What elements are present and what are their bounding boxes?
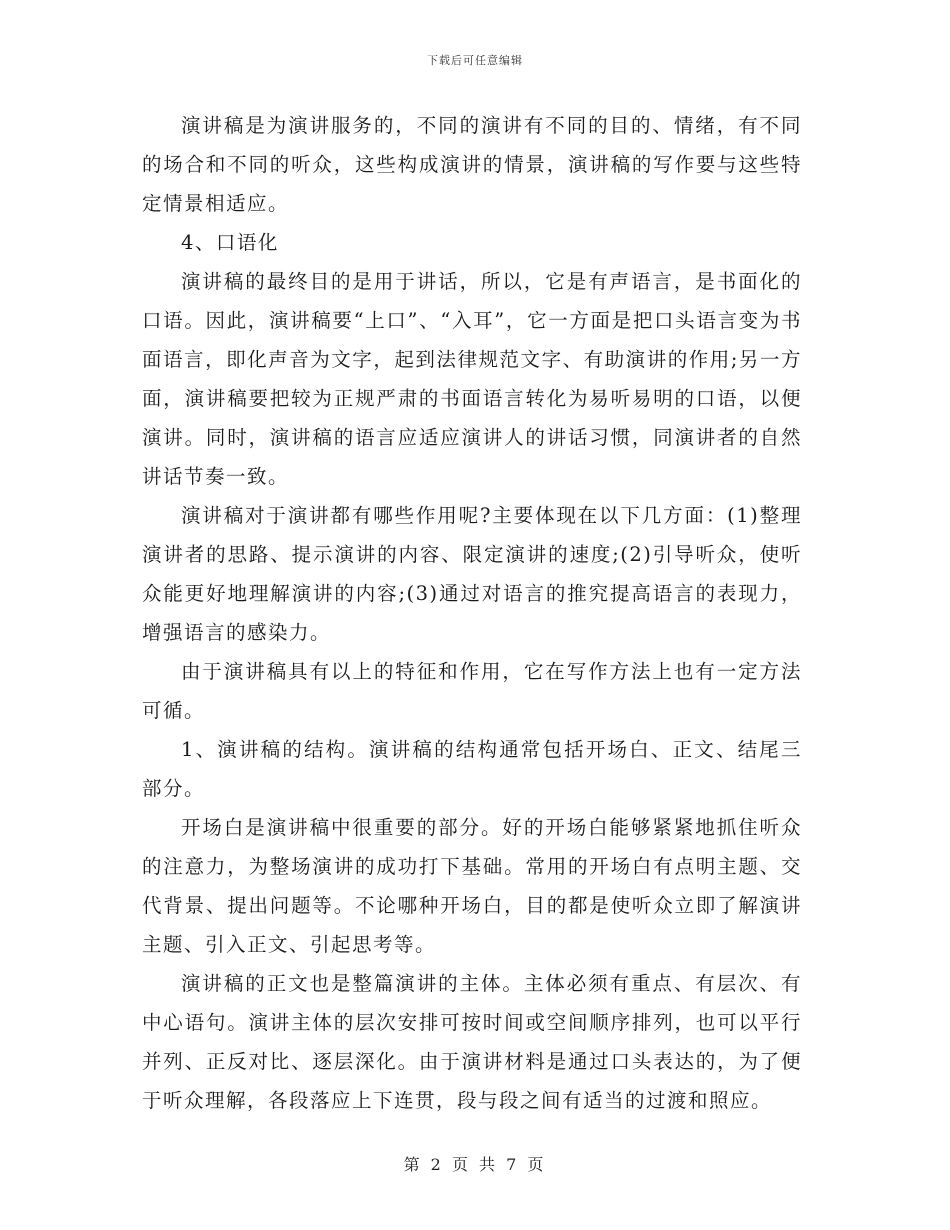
paragraph: 演讲稿的最终目的是用于讲话，所以，它是有声语言，是书面化的口语。因此，演讲稿要“上口”、“入耳”，它一方面是把口头语言变为书面语言，即化声音为文字，起到法律规范文字、有助演讲的作用;另一方面，演讲稿要把较为正规严肃的书面语言转化为易听易明的口语，以便演讲。同时，演讲稿的语言应适应演讲人的讲话习惯，同演讲者的自然讲话节奏一致。	[142, 270, 802, 488]
section-heading: 4、口语化	[181, 231, 279, 254]
page-number: 第 2 页 共 7 页	[403, 1155, 547, 1174]
paragraph: 演讲稿的正文也是整篇演讲的主体。主体必须有重点、有层次、有中心语句。演讲主体的层次安排可按时间或空间顺序排列，也可以平行并列、正反对比、逐层深化。由于演讲材料是通过口头表达的，为了便于听众理解，各段落应上下连贯，段与段之间有适当的过渡和照应。	[142, 972, 802, 1112]
paragraph: 由于演讲稿具有以上的特征和作用，它在写作方法上也有一定方法可循。	[142, 660, 802, 722]
paragraph: 演讲稿是为演讲服务的，不同的演讲有不同的目的、情绪，有不同的场合和不同的听众，这些构成演讲的情景，演讲稿的写作要与这些特定情景相适应。	[142, 114, 802, 215]
paragraph: 演讲稿对于演讲都有哪些作用呢?主要体现在以下几方面：(1)整理演讲者的思路、提示演讲的内容、限定演讲的速度;(2)引导听众，使听众能更好地理解演讲的内容;(3)通过对语言的推究提高语言的表现力，增强语言的感染力。	[142, 504, 802, 644]
paragraph: 开场白是演讲稿中很重要的部分。好的开场白能够紧紧地抓住听众的注意力，为整场演讲的成功打下基础。常用的开场白有点明主题、交代背景、提出问题等。不论哪种开场白，目的都是使听众立即了解演讲主题、引入正文、引起思考等。	[142, 816, 802, 956]
document-body	[142, 106, 802, 1120]
page-header: 下载后可任意编辑	[427, 54, 523, 67]
paragraph: 1、演讲稿的结构。演讲稿的结构通常包括开场白、正文、结尾三部分。	[142, 738, 802, 800]
